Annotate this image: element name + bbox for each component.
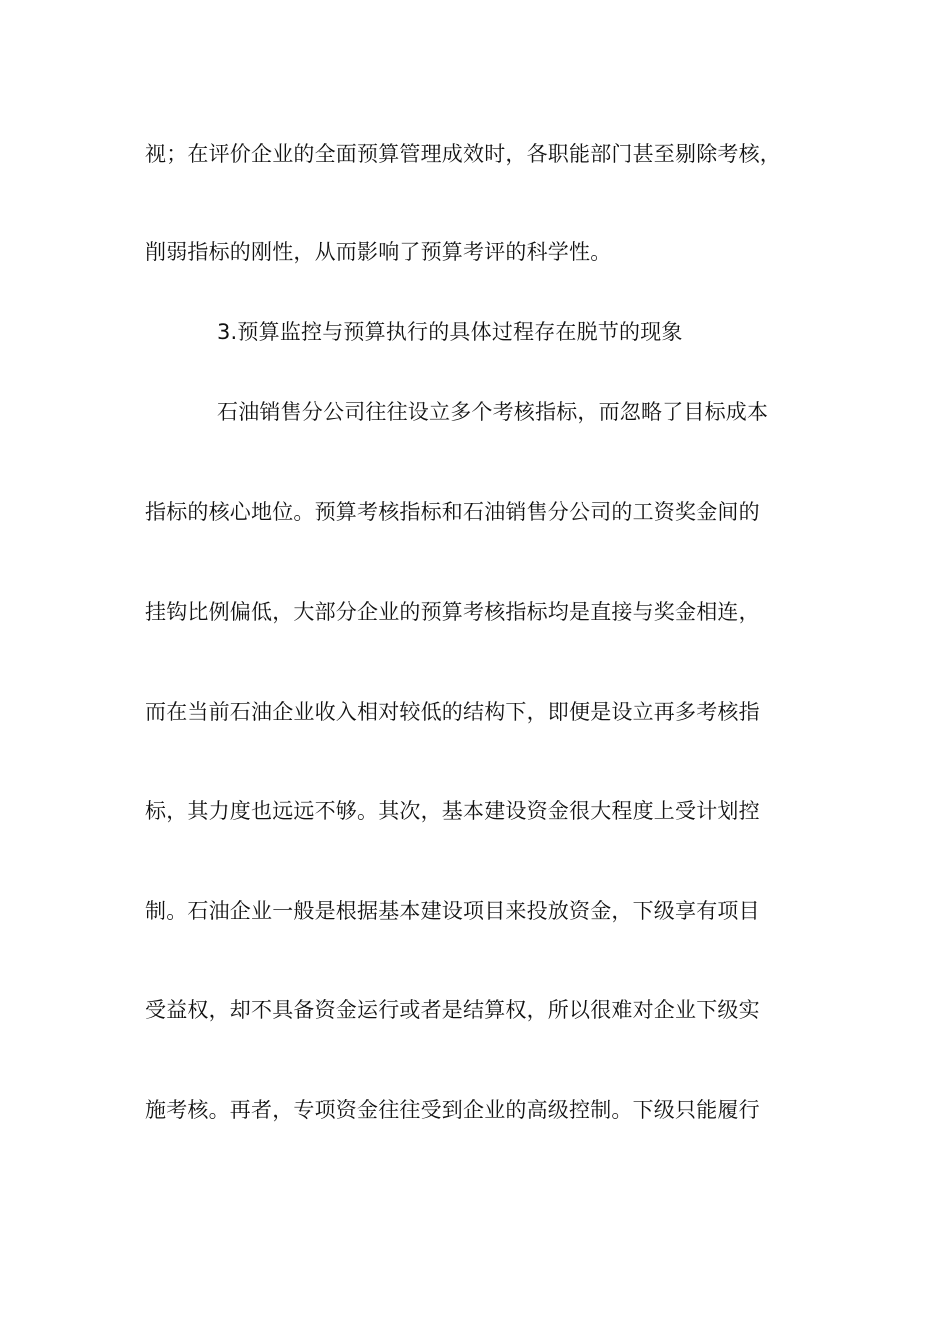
paragraph-line-2: 削弱指标的刚性，从而影响了预算考评的科学性。 <box>145 240 612 264</box>
paragraph-line-4: 指标的核心地位。预算考核指标和石油销售分公司的工资奖金间的 <box>145 500 760 524</box>
paragraph-line-9: 受益权，却不具备资金运行或者是结算权，所以很难对企业下级实 <box>145 998 760 1022</box>
paragraph-line-5: 挂钩比例偏低，大部分企业的预算考核指标均是直接与奖金相连， <box>145 600 760 624</box>
paragraph-line-3: 石油销售分公司往往设立多个考核指标，而忽略了目标成本 <box>217 400 769 424</box>
paragraph-line-7: 标，其力度也远远不够。其次，基本建设资金很大程度上受计划控 <box>145 799 760 823</box>
paragraph-line-10: 施考核。再者，专项资金往往受到企业的高级控制。下级只能履行 <box>145 1098 760 1122</box>
section-heading: 3.预算监控与预算执行的具体过程存在脱节的现象 <box>217 320 683 344</box>
paragraph-line-1: 视；在评价企业的全面预算管理成效时，各职能部门甚至剔除考核， <box>145 142 781 166</box>
paragraph-line-8: 制。石油企业一般是根据基本建设项目来投放资金，下级享有项目 <box>145 899 760 923</box>
paragraph-line-6: 而在当前石油企业收入相对较低的结构下，即便是设立再多考核指 <box>145 700 760 724</box>
